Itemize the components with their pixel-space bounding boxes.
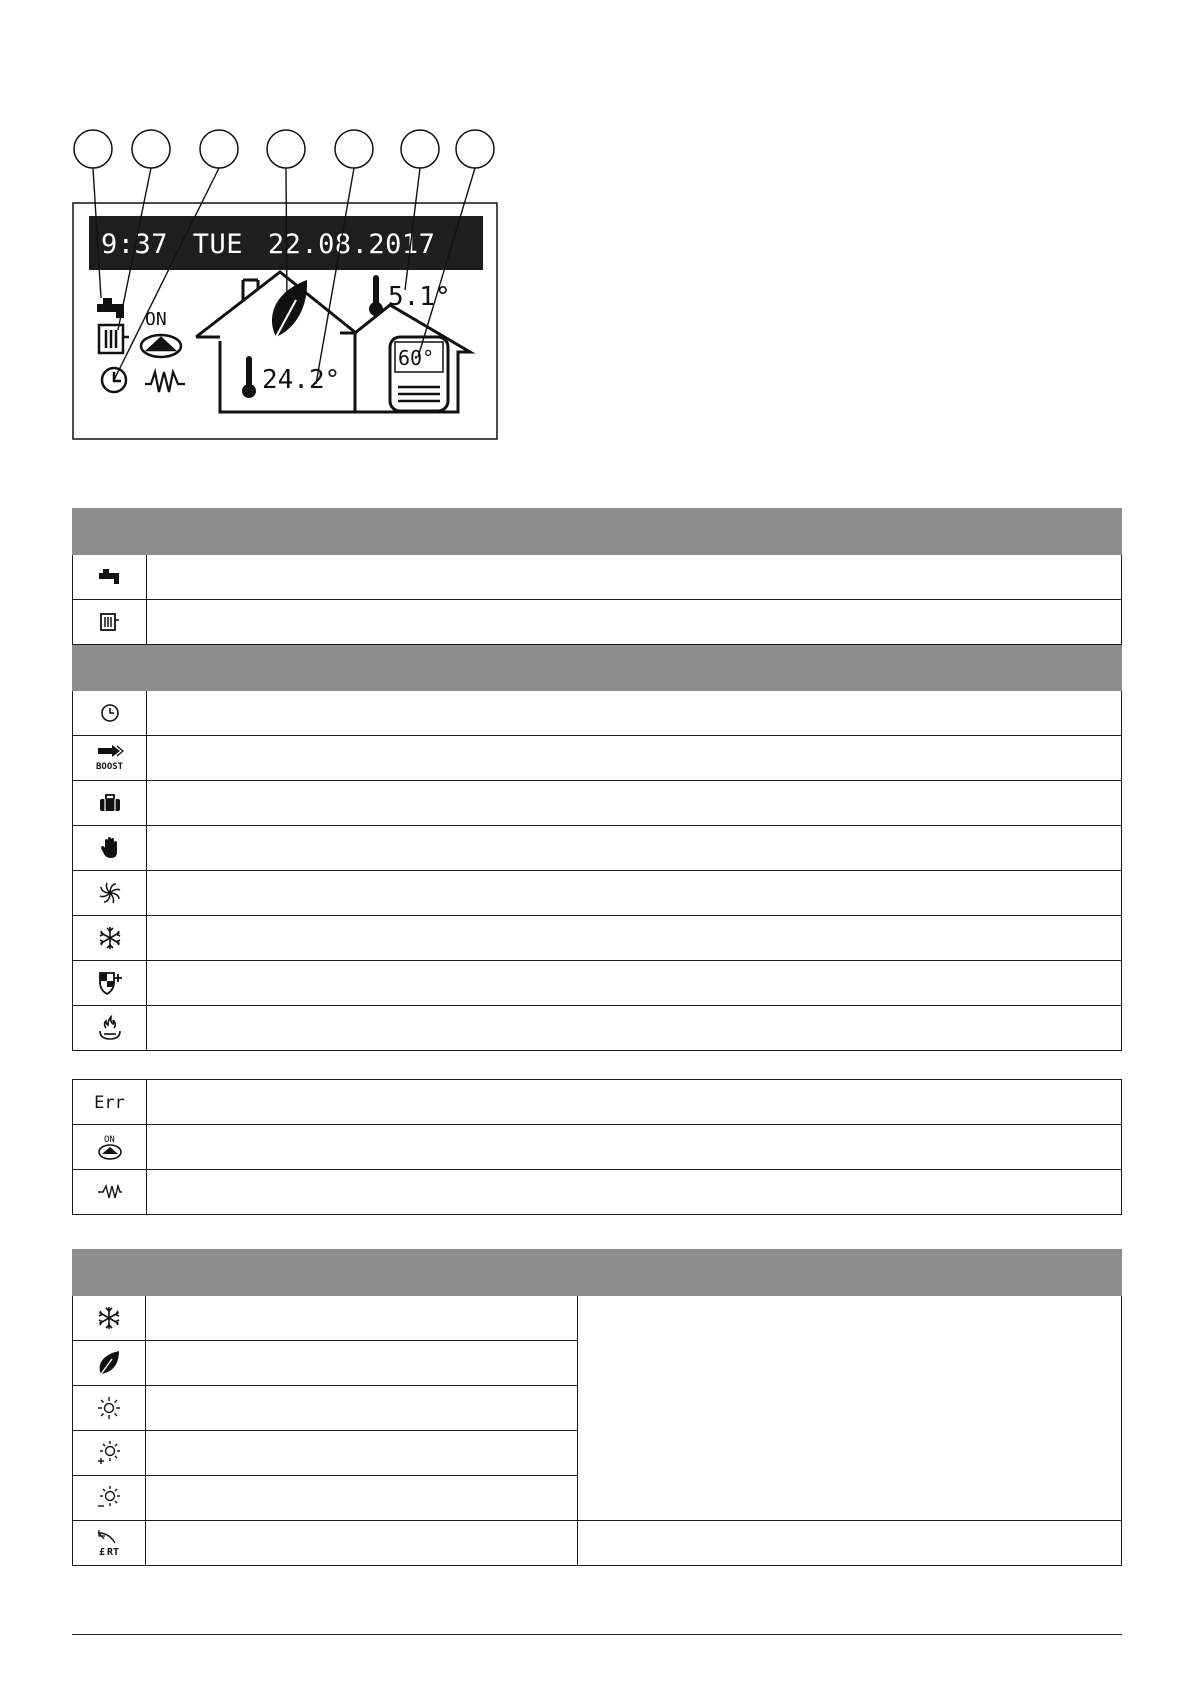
icon-cell xyxy=(73,871,147,916)
row-text xyxy=(147,600,1122,645)
table-row xyxy=(73,916,1122,961)
table-header-row xyxy=(73,645,1122,691)
row-text xyxy=(147,1080,1122,1125)
table-row xyxy=(73,600,1122,645)
icon-cell xyxy=(73,555,147,600)
row-text xyxy=(146,1341,578,1386)
icon-cell xyxy=(73,916,147,961)
boiler-flame-icon xyxy=(97,1015,123,1041)
on-label: ON xyxy=(103,1135,115,1145)
row-text xyxy=(147,1006,1122,1051)
merged-description xyxy=(577,1296,1121,1521)
day-readout: TUE xyxy=(192,229,244,260)
table-row xyxy=(73,1296,1122,1341)
heating-wave-icon xyxy=(97,1184,123,1200)
row-text xyxy=(146,1521,578,1566)
callout-1 xyxy=(74,130,112,168)
burner-on-icon xyxy=(97,1133,123,1161)
svg-text:£: £ xyxy=(99,1547,106,1557)
symbols-table-2 xyxy=(72,1079,1122,1215)
sun-minus-icon xyxy=(97,1486,121,1510)
callout-3 xyxy=(200,130,238,168)
row-text xyxy=(146,1431,578,1476)
icon-cell xyxy=(73,1521,146,1566)
icon-cell xyxy=(73,1125,147,1170)
icon-cell xyxy=(73,1296,146,1341)
error-icon: Err xyxy=(94,1092,125,1113)
room-temperature-readout: 24.2° xyxy=(262,365,341,395)
tap-icon xyxy=(98,568,122,586)
row-text xyxy=(147,916,1122,961)
clock-icon xyxy=(99,702,121,724)
callout-4 xyxy=(267,130,305,168)
row-text xyxy=(147,1170,1122,1215)
sun-plus-icon xyxy=(97,1441,121,1465)
row-text xyxy=(146,1476,578,1521)
icon-cell xyxy=(73,961,147,1006)
table-row xyxy=(73,826,1122,871)
icon-cell xyxy=(73,781,147,826)
icon-cell xyxy=(73,1386,146,1431)
row-text xyxy=(147,961,1122,1006)
outdoor-temperature-readout: 5.1° xyxy=(388,282,451,312)
icon-cell xyxy=(73,826,147,871)
svg-text:9:37 TUE 22.08.2017 xyxy=(101,229,435,260)
row-text xyxy=(147,1125,1122,1170)
row-text xyxy=(147,826,1122,871)
row-text xyxy=(577,1521,1121,1566)
table-header xyxy=(73,645,1122,691)
table-header xyxy=(73,509,1122,555)
symbols-table-3 xyxy=(72,1249,1122,1566)
table-row xyxy=(73,1170,1122,1215)
table-header-row xyxy=(73,1250,1122,1296)
icon-cell xyxy=(73,1170,147,1215)
callout-7 xyxy=(456,130,494,168)
row-text xyxy=(146,1296,578,1341)
table-row xyxy=(73,871,1122,916)
svg-text:BOOST: BOOST xyxy=(95,762,123,771)
leaf-icon xyxy=(97,1350,121,1376)
row-text xyxy=(147,871,1122,916)
hand-icon xyxy=(100,836,120,860)
sun-icon xyxy=(97,1396,121,1420)
table-row xyxy=(73,555,1122,600)
row-text xyxy=(147,691,1122,736)
fan-icon xyxy=(98,881,122,905)
table-row xyxy=(73,1521,1122,1566)
table-row xyxy=(73,736,1122,781)
icon-cell xyxy=(73,600,147,645)
boost-icon xyxy=(95,745,125,771)
symbols-table-1 xyxy=(72,508,1122,1051)
on-label: ON xyxy=(145,309,167,330)
radiator-icon xyxy=(99,612,121,632)
icon-cell xyxy=(73,1341,146,1386)
callout-6 xyxy=(401,130,439,168)
icon-cell xyxy=(73,1431,146,1476)
table-row xyxy=(73,781,1122,826)
table-header xyxy=(73,1250,1122,1296)
row-text xyxy=(146,1386,578,1431)
dhw-temperature-readout: 60° xyxy=(398,346,435,370)
icon-cell xyxy=(73,1476,146,1521)
time-readout: 9:37 xyxy=(101,229,169,260)
icon-cell xyxy=(73,1006,147,1051)
display-illustration xyxy=(0,0,520,450)
table-header-row xyxy=(73,509,1122,555)
curve-rt-icon xyxy=(95,1529,123,1557)
callout-2 xyxy=(132,130,170,168)
snowflake-icon xyxy=(98,926,122,950)
table-row xyxy=(73,691,1122,736)
table-row xyxy=(73,1080,1122,1125)
icon-cell xyxy=(73,1080,147,1125)
callout-circles xyxy=(74,130,494,168)
table-row xyxy=(73,961,1122,1006)
icon-cell xyxy=(73,736,147,781)
date-readout: 22.08.2017 xyxy=(267,229,436,260)
table-row xyxy=(73,1006,1122,1051)
table-row xyxy=(73,1125,1122,1170)
footer-divider xyxy=(72,1634,1122,1635)
shield-plus-icon xyxy=(97,970,123,996)
rt-label: RT xyxy=(107,1547,120,1557)
row-text xyxy=(147,781,1122,826)
display-diagram xyxy=(0,0,520,450)
icon-cell xyxy=(73,691,147,736)
row-text xyxy=(147,555,1122,600)
callout-5 xyxy=(335,130,373,168)
suitcase-icon xyxy=(98,793,122,813)
row-text xyxy=(147,736,1122,781)
snowflake-icon xyxy=(97,1306,121,1330)
